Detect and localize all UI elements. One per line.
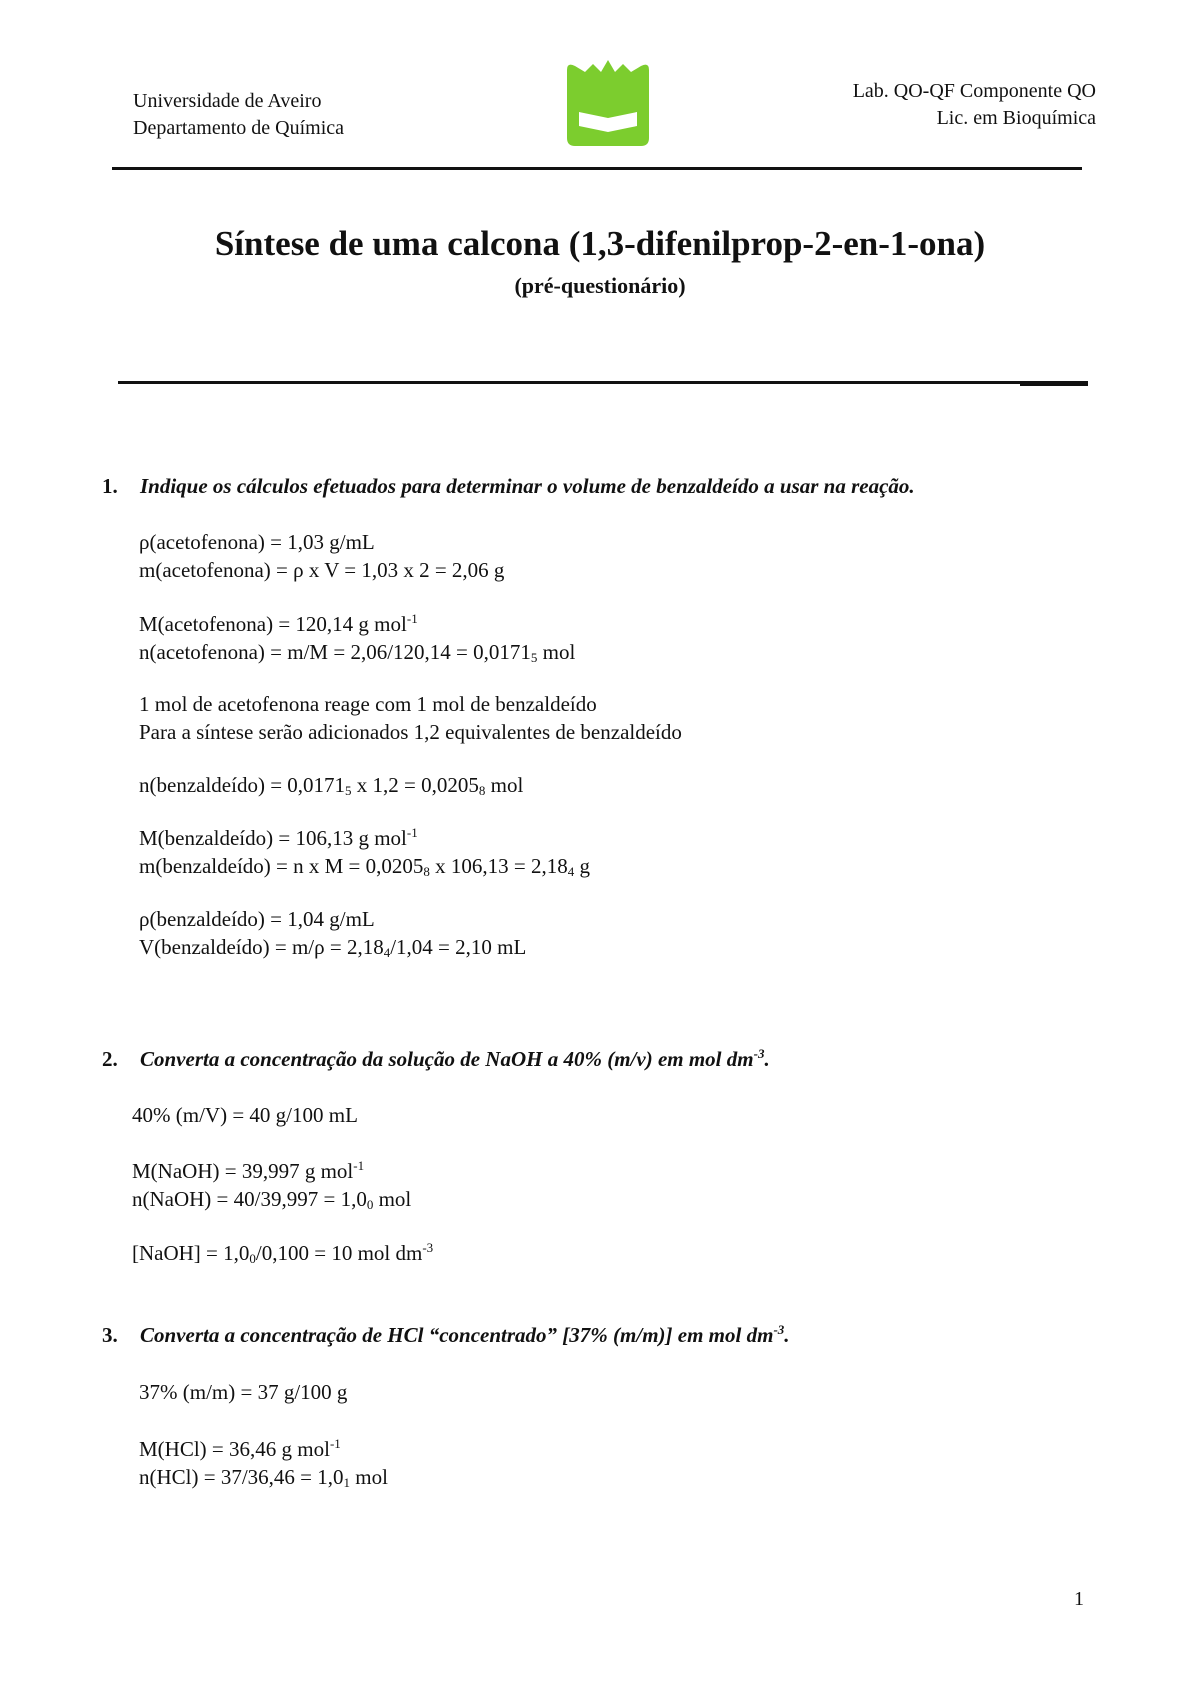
calc-line-naoh-molarity: [NaOH] = $1,0_0/0,100 = 10$ mol $dm^{-3}$ (132, 1240, 434, 1266)
calc-line-molar-mass-acetophenone: M(acetofenona) = 120,14 g mol$^{-1}$ (139, 611, 418, 636)
question-text: Converta a concentração de HCl “concentrado” [37% (m/m)] em mol $dm^{-3}$. (140, 1322, 790, 1347)
logo-book-spine (605, 100, 611, 116)
calc-line-hcl-concentration: 37% (m/m) = 37 g/100 g (139, 1380, 348, 1404)
question-text: Indique os cálculos efetuados para determinar o volume de benzaldeído a usar na reação. (140, 474, 915, 498)
question-text: Converta a concentração da solução de NaOH a 40% (m/v) em mol $dm^{-3}$. (140, 1046, 770, 1071)
calc-line-volume-benzaldehyde: V(benzaldeído) = $m/\rho = 2,18_4/1,04 = 2,10$ mL (139, 935, 527, 960)
calc-line-molar-mass-hcl: M(HCl) = 36,46 g mol$^{-1}$ (139, 1436, 341, 1461)
calc-line-equivalents: Para a síntese serão adicionados 1,2 equivalentes de benzaldeído (139, 720, 682, 744)
title-divider (118, 381, 1088, 384)
calc-line-moles-benzaldehyde: n(benzaldeído) = $0,0171_5$ x $1,2 = 0,0205_8$ mol (139, 773, 524, 798)
header-divider-accent (430, 169, 650, 170)
calc-line-molar-mass-benzaldehyde: M(benzaldeído) = 106,13 g mol$^{-1}$ (139, 825, 418, 850)
calc-line-molar-mass-naoh: M(NaOH) = 39,997 g mol$^{-1}$ (132, 1158, 365, 1183)
calc-line-moles-hcl: $n(HCl) = 37/36,46 = 1,0_1$ mol (139, 1465, 388, 1490)
header-course (853, 78, 1096, 132)
department-name: Departamento de Química (133, 117, 345, 139)
university-logo (563, 60, 653, 146)
calc-line-moles-acetophenone: n(acetofenona) = $m/M = 2,06/120,14 = 0,0171_5$ mol (139, 640, 576, 665)
calc-line-naoh-concentration: 40% (m/V) = 40 g/100 mL (132, 1103, 358, 1127)
calc-line-mass-acetophenone: m(acetofenona) = ρ x V = 1,03 x 2 = 2,06 g (139, 558, 505, 582)
university-name: Universidade de Aveiro (133, 90, 322, 112)
question-number: 2. (102, 1047, 118, 1071)
calc-line-mass-benzaldehyde: m(benzaldeído) = n x $M = 0,0205_8$ x $106,13 = 2,18_4$ g (139, 854, 590, 879)
course-name: Lic. em Bioquímica (936, 107, 1096, 129)
question-number: 3. (102, 1323, 118, 1347)
page-number: 1 (1074, 1588, 1084, 1610)
lab-name: Lab. QO-QF Componente QO (852, 80, 1096, 102)
calc-line-moles-naoh: n(NaOH) = $40/39,997 = 1,0_0$ mol (132, 1187, 412, 1212)
document-subtitle: (pré-questionário) (514, 273, 686, 298)
calc-line-density-acetophenone: ρ(acetofenona) = 1,03 g/mL (139, 530, 375, 554)
document-title: Síntese de uma calcona (1,3-difenilprop-2-en-1-ona) (214, 224, 986, 263)
calc-line-stoichiometry: 1 mol de acetofenona reage com 1 mol de benzaldeído (139, 692, 597, 716)
header-institution (133, 88, 344, 142)
calc-line-density-benzaldehyde: ρ(benzaldeído) = 1,04 g/mL (139, 907, 375, 931)
question-number: 1. (102, 474, 118, 498)
title-divider-accent (1020, 381, 1088, 386)
